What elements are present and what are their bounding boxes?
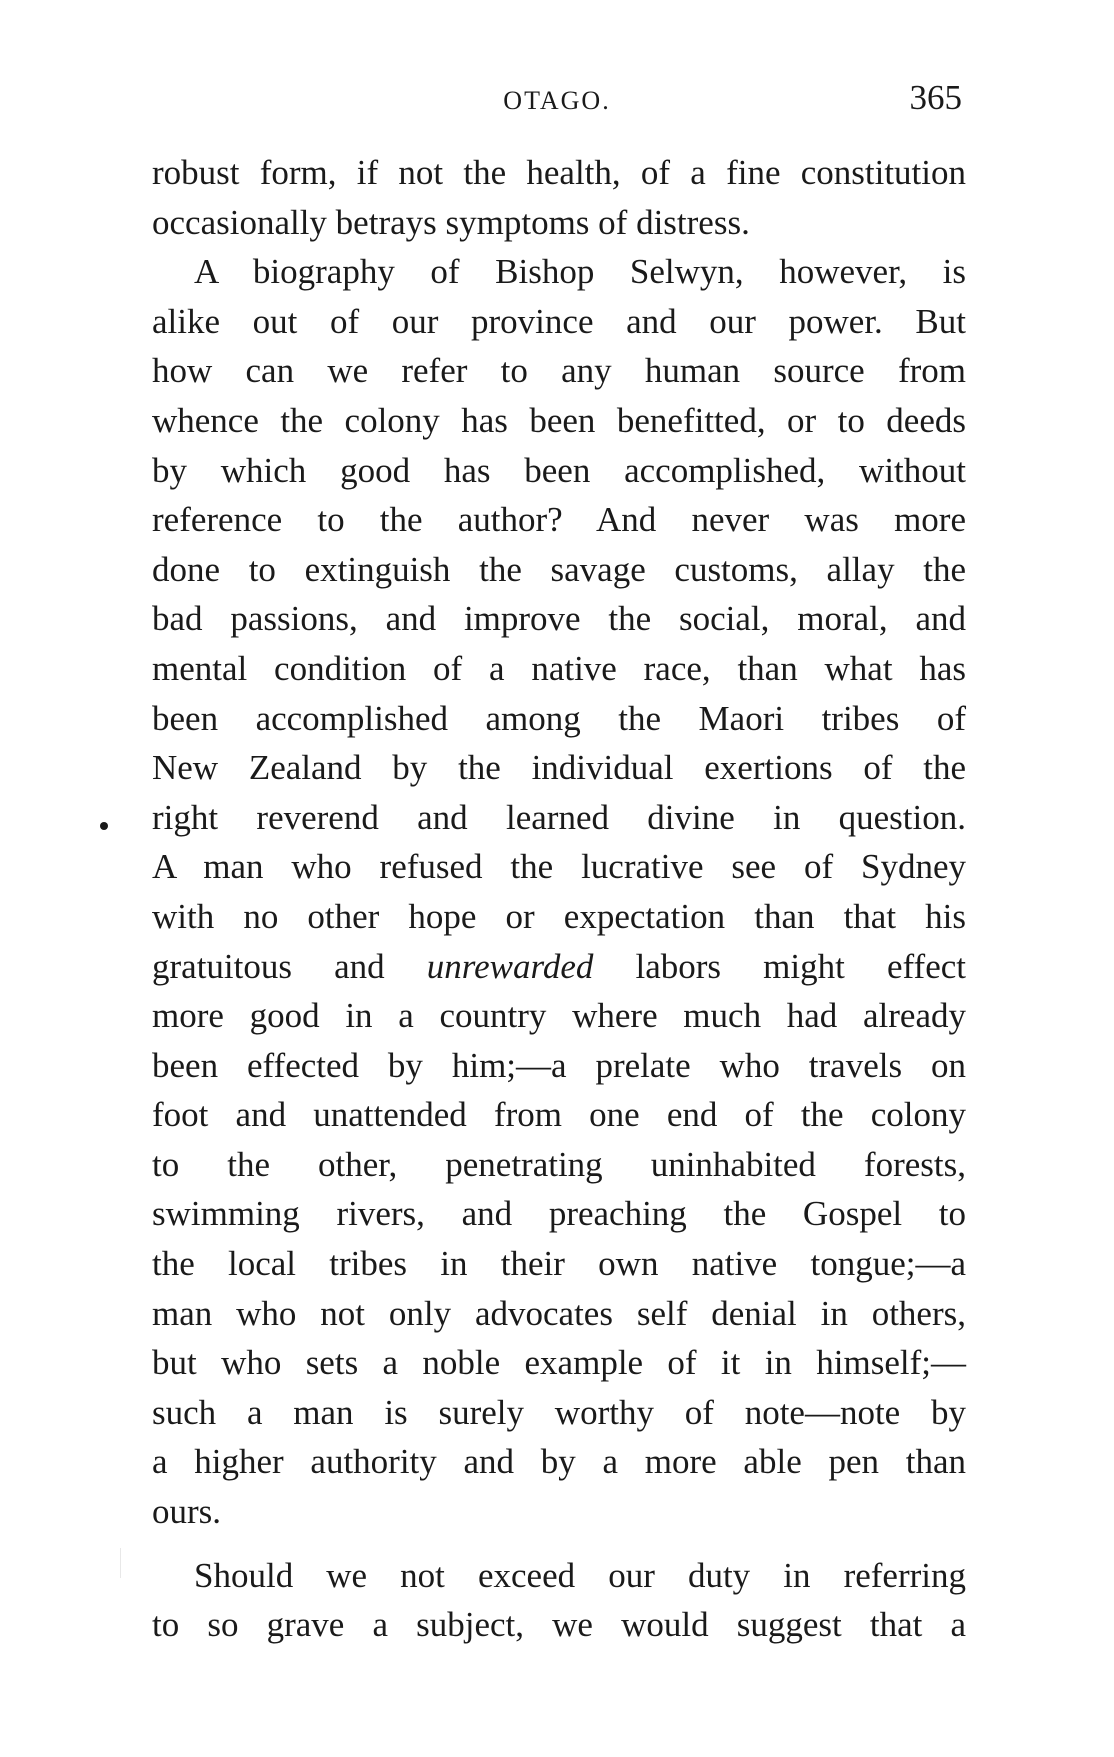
text-line: done to extinguish the savage customs, allay the [152, 549, 966, 589]
body-text [152, 148, 966, 1650]
text-line: Should we not exceed our duty in referring [194, 1555, 966, 1595]
text-line: man who not only advocates self denial in others, [152, 1293, 966, 1333]
text-line: ours. [152, 1492, 222, 1532]
text-line: robust form, if not the health, of a fine constitution [152, 153, 966, 192]
text-line: reference to the author? And never was more [152, 500, 966, 540]
running-head [0, 78, 1114, 122]
text-line: occasionally betrays symptoms of distress. [152, 202, 750, 242]
paragraph-gap [152, 1537, 966, 1551]
margin-dot-mark [100, 822, 108, 830]
text-segment: labors might effect [593, 946, 966, 986]
page-number: 365 [909, 78, 962, 117]
text-line: whence the colony has been benefitted, or to deeds [152, 400, 966, 440]
italic-word: unrewarded [426, 946, 594, 986]
text-line: the local tribes in their own native tongue;—a [152, 1244, 966, 1284]
text-line: foot and unattended from one end of the colony [152, 1095, 966, 1135]
text-line: A biography of Bishop Selwyn, however, is [194, 252, 966, 292]
text-line: right reverend and learned divine in question. [152, 797, 966, 837]
text-line: more good in a country where much had already [152, 996, 966, 1036]
text-line [152, 942, 966, 992]
text-line: how can we refer to any human source from [152, 351, 966, 391]
text-line: A man who refused the lucrative see of Sydney [152, 847, 966, 887]
text-line: bad passions, and improve the social, moral, and [152, 599, 966, 639]
text-line: such a man is surely worthy of note—note by [152, 1392, 966, 1432]
text-line: by which good has been accomplished, without [152, 450, 966, 490]
text-line: with no other hope or expectation than that his [152, 896, 966, 936]
text-line: been accomplished among the Maori tribes of [152, 698, 966, 738]
text-line: mental condition of a native race, than what has [152, 648, 966, 688]
paragraph [152, 1551, 966, 1650]
text-segment: gratuitous and [152, 946, 427, 986]
text-line: to the other, penetrating uninhabited forests, [152, 1144, 966, 1184]
text-line: alike out of our province and our power. But [152, 301, 966, 341]
paragraph [152, 247, 966, 1536]
text-line: but who sets a noble example of it in himself;— [152, 1343, 966, 1383]
text-line: been effected by him;—a prelate who travels on [152, 1045, 966, 1085]
running-title: OTAGO. [503, 86, 611, 115]
text-line: to so grave a subject, we would suggest that a [152, 1605, 966, 1645]
paragraph [152, 148, 966, 247]
text-line: New Zealand by the individual exertions of the [152, 748, 966, 788]
faint-margin-mark [120, 1548, 121, 1578]
text-line: a higher authority and by a more able pen than [152, 1442, 966, 1482]
text-line: swimming rivers, and preaching the Gospel to [152, 1194, 966, 1234]
